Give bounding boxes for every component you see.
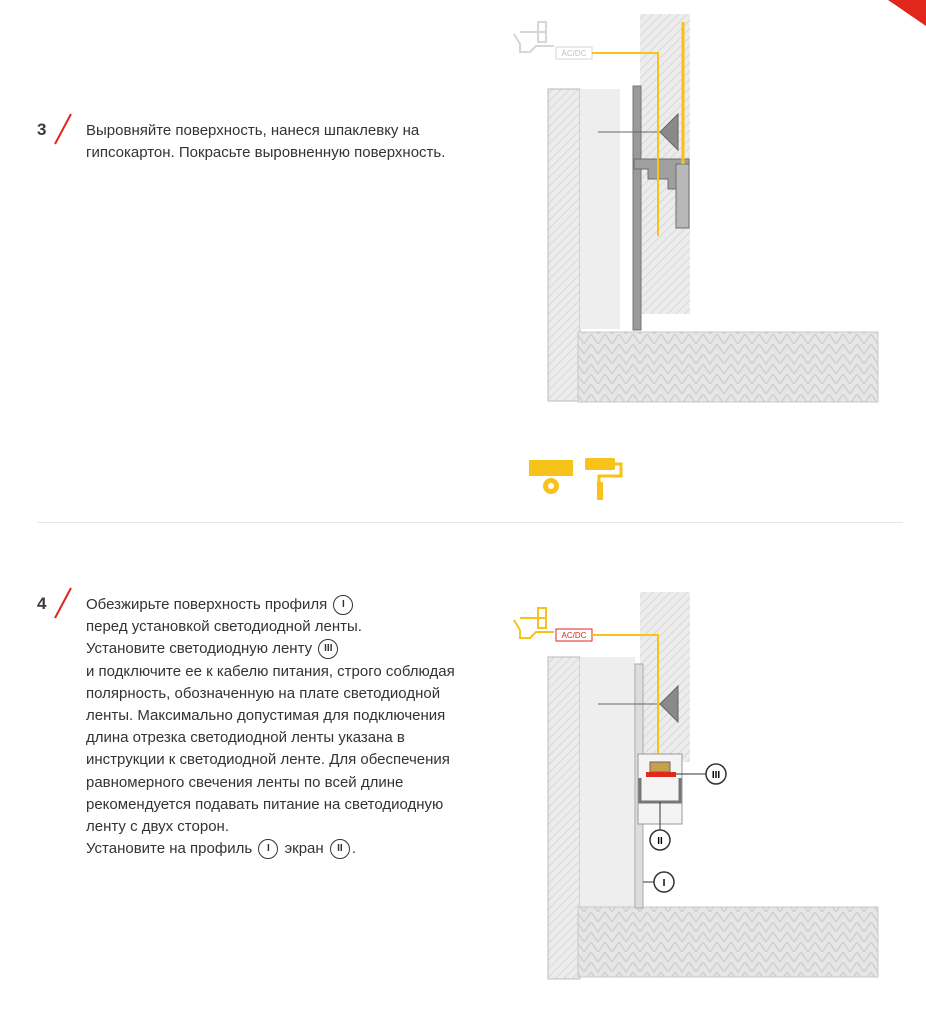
callout-badge: III (318, 639, 338, 659)
text-line: экран (284, 840, 324, 858)
text-line: перед установкой светодиодной ленты. (86, 618, 362, 636)
side-wall (548, 89, 580, 401)
step3-illustration (500, 14, 900, 410)
callout-badge: I (333, 595, 353, 615)
callout-badge: II (330, 839, 350, 859)
tools-row (525, 454, 635, 504)
text-line: Установите на профиль (86, 840, 253, 858)
psu-label: AC/DC (561, 631, 587, 640)
text-body: и подключите ее к кабелю питания, строго соблюдая полярность, обозначенную на плате светодиодной ленты. Максимально допустимая для подключения длина отрезка светодиодной ленты указана в инструкции к светодиодной ленте. Для обеспечения равномерного свечения ленты по всей длине рекомендуется подавать питание на светодиодную ленту с двух сторон. (86, 662, 455, 836)
profile-flange (633, 86, 641, 330)
text-line: Установите светодиодную ленту (86, 640, 313, 658)
step4-illustration (500, 592, 900, 988)
step-slash (54, 114, 72, 145)
stud (580, 89, 620, 329)
floor-slab (578, 907, 878, 977)
callout-label: II (657, 836, 663, 847)
section-divider (37, 522, 903, 523)
spatula-icon (529, 460, 573, 494)
step-slash (54, 588, 72, 619)
side-wall (548, 657, 580, 979)
callout-badge: I (258, 839, 278, 859)
stud (580, 657, 635, 907)
led-strip (646, 772, 676, 777)
step-text (86, 594, 461, 860)
profile-lip (676, 164, 689, 228)
solder-pad (650, 762, 670, 772)
step-text: Выровняйте поверхность, нанеся шпаклевку на гипсокартон. Покрасьте выровненную поверхность. (86, 122, 446, 162)
plug-icon (514, 608, 554, 638)
paint-roller-icon (585, 458, 621, 500)
text-punct: . (351, 840, 357, 858)
floor-slab (578, 332, 878, 402)
callout-label: III (711, 770, 721, 781)
drywall-upper (640, 592, 690, 762)
step-number: 4 (37, 594, 47, 613)
plug-icon (514, 22, 554, 52)
step-number: 3 (37, 120, 47, 139)
psu-label: AC/DC (561, 49, 587, 58)
callout-label: I (662, 878, 666, 889)
text-line: Обезжирьте поверхность профиля (86, 596, 328, 613)
